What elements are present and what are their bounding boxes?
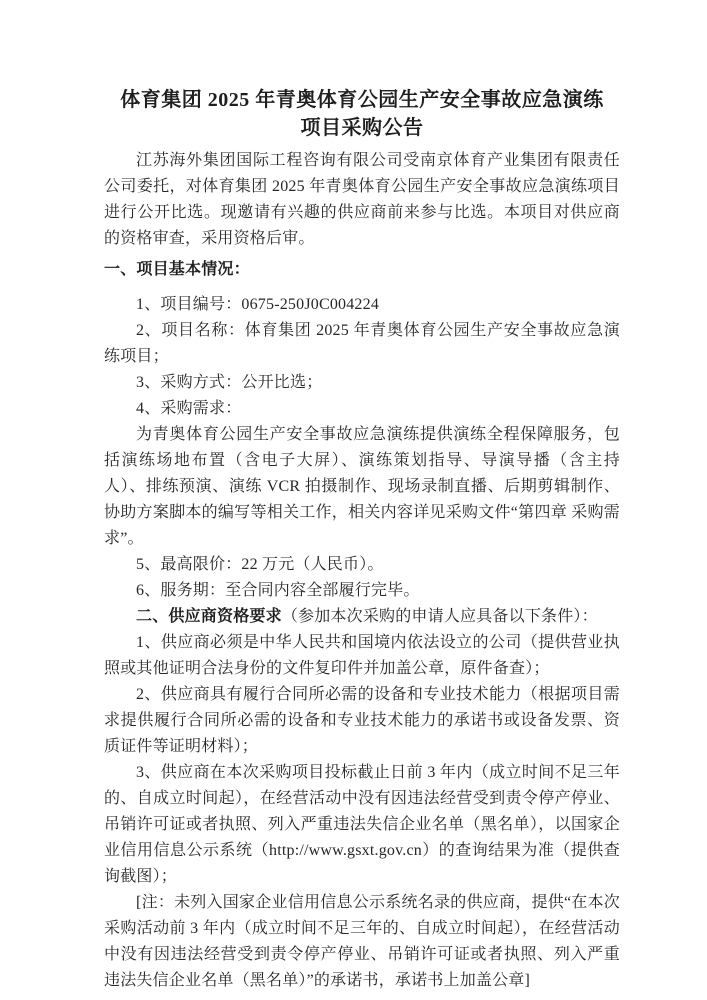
supplier-requirement-item-3: 3、供应商在本次采购项目投标截止日前 3 年内（成立时间不足三年的、自成立时间起），在经营活动中没有因违法经营受到责令停产停业、吊销许可证或者执照、列入严重违法失信企业名单（黑名单），以国家企业信用信息公示系统（http://www.gsxt.gov.cn）的查询结果为准（提供查询截图）； bbox=[104, 764, 620, 885]
section2-heading-condition: （参加本次采购的申请人应具备以下条件）： bbox=[281, 608, 598, 625]
project-name-item: 2、项目名称：体育集团 2025 年青奥体育公园生产安全事故应急演练项目； bbox=[104, 322, 620, 365]
max-price-item: 5、最高限价：22 万元（人民币）。 bbox=[136, 556, 384, 573]
section1-heading: 一、项目基本情况： bbox=[104, 261, 250, 278]
procurement-demand-item: 4、采购需求： bbox=[136, 400, 242, 417]
requirement-detail-paragraph: 为青奥体育公园生产安全事故应急演练提供演练全程保障服务，包括演练场地布置（含电子大屏）、演练策划指导、导演导播（含主持人）、排练预演、演练 VCR 拍摄制作、现场录制直播、后期剪辑制作、协助方案脚本的编写等相关工作，相关内容详见采购文件“第四章 采购需求”。 bbox=[104, 426, 620, 547]
intro-paragraph: 江苏海外集团国际工程咨询有限公司受南京体育产业集团有限责任公司委托，对体育集团 2025 年青奥体育公园生产安全事故应急演练项目进行公开比选。现邀请有兴趣的供应商前来参与比选。本项目对供应商的资格审查，采用资格后审。 bbox=[104, 152, 620, 247]
note-paragraph: [注：未列入国家企业信用信息公示系统名录的供应商，提供“在本次采购活动前 3 年内（成立时间不足三年的、自成立时间起），在经营活动中没有因违法经营受到责令停产停业、吊销许可证或者执照、列入严重违法失信企业名单（黑名单）”的承诺书，承诺书上加盖公章] bbox=[104, 894, 620, 989]
title-line-2: 项目采购公告 bbox=[300, 117, 424, 139]
supplier-requirement-item-1: 1、供应商必须是中华人民共和国境内依法设立的公司（提供营业执照或其他证明合法身份的文件复印件并加盖公章，原件备查）； bbox=[104, 634, 620, 677]
document-title bbox=[104, 86, 620, 142]
section2-heading-bold: 二、供应商资格要求 bbox=[136, 608, 282, 625]
procurement-method-item: 3、采购方式：公开比选； bbox=[136, 374, 323, 391]
section2-heading bbox=[104, 604, 620, 630]
supplier-requirement-item-2: 2、供应商具有履行合同所必需的设备和专业技术能力（根据项目需求提供履行合同所必需的设备和专业技术能力的承诺书或设备发票、资质证件等证明材料）； bbox=[104, 686, 620, 755]
service-period-item: 6、服务期：至合同内容全部履行完毕。 bbox=[136, 582, 420, 599]
project-number-item: 1、项目编号：0675-250J0C004224 bbox=[136, 296, 380, 313]
title-line-1: 体育集团 2025 年青奥体育公园生产安全事故应急演练 bbox=[120, 89, 604, 111]
